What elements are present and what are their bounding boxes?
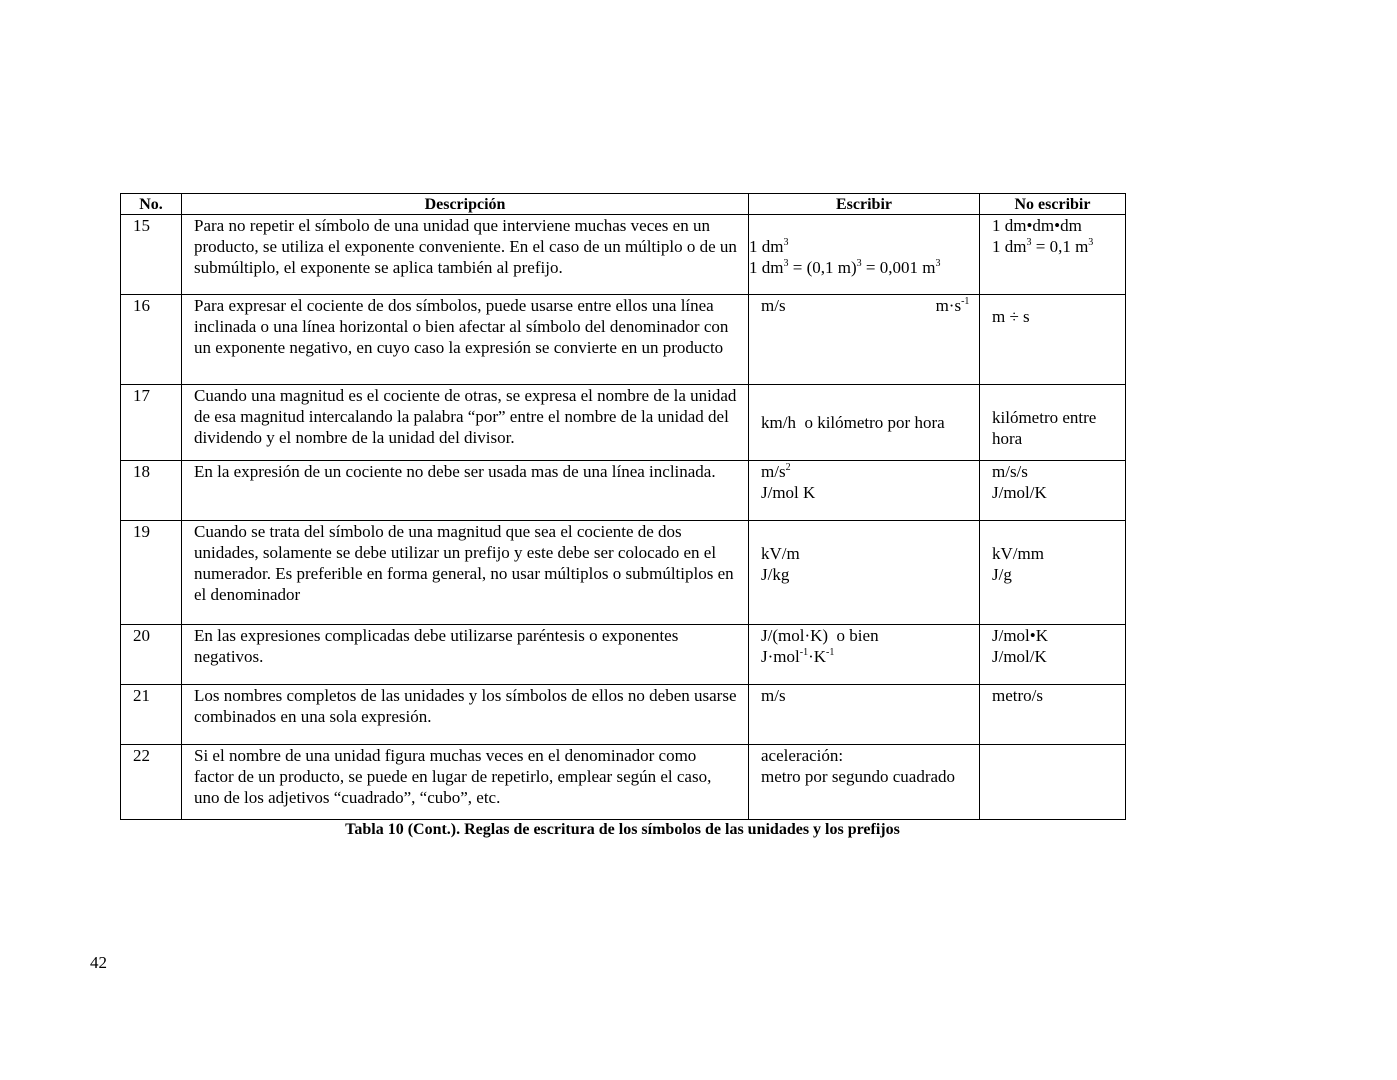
- dont-line: 1 dm•dm•dm: [992, 216, 1082, 235]
- row-write: [749, 625, 980, 685]
- table-row: [121, 461, 1126, 521]
- write-line: $J\cdot mol^{-1}\cdot K^{-1}$: [761, 647, 835, 666]
- row-description: Cuando se trata del símbolo de una magnitud que sea el cociente de dos unidades, solamente se debe utilizar un prefijo y este debe ser colocado en el numerador. Es preferible en forma general, no usar múltiplos o submúltiplos en el denominador: [182, 521, 749, 625]
- row-write: [749, 215, 980, 295]
- row-description: Si el nombre de una unidad figura muchas veces en el denominador como factor de un producto, se puede en lugar de repetirlo, emplear según el caso, uno de los adjetivos “cuadrado”, “cubo”, etc.: [182, 745, 749, 820]
- header-dont-write: No escribir: [980, 194, 1126, 215]
- table-row: [121, 385, 1126, 461]
- row-dont-write: metro/s: [980, 685, 1126, 745]
- row-dont-write: kilómetro entre hora: [980, 385, 1126, 461]
- write-line: $m/s^2$: [761, 462, 791, 481]
- write-line: aceleración:: [761, 746, 844, 765]
- dont-line: m ÷ s: [992, 307, 1030, 326]
- write-line: m/s $m\cdot s^{-1}$: [761, 296, 970, 315]
- dont-line: J/mol/K: [992, 647, 1047, 666]
- row-number: 21: [121, 685, 182, 745]
- table-row: [121, 215, 1126, 295]
- row-description: Cuando una magnitud es el cociente de otras, se expresa el nombre de la unidad de esa magnitud intercalando la palabra “por” entre el nombre de la unidad del dividendo y el nombre de la unidad del divisor.: [182, 385, 749, 461]
- row-write: [749, 745, 980, 820]
- row-number: 20: [121, 625, 182, 685]
- row-description: Para expresar el cociente de dos símbolos, puede usarse entre ellos una línea inclinada o una línea horizontal o bien afectar al símbolo del denominador con un exponente negativo, en cuyo caso la expresión se convierte en un producto: [182, 295, 749, 385]
- dont-line: J/mol•K: [992, 626, 1049, 645]
- rules-table: [120, 193, 1126, 820]
- row-dont-write: [980, 295, 1126, 385]
- header-description: Descripción: [182, 194, 749, 215]
- dont-line: J/mol/K: [992, 483, 1047, 502]
- dont-line: 1 $dm^3 = 0,1$ $m^3$: [992, 237, 1094, 256]
- write-line: 1 $dm^3 = (0,1$ m)$^3$ = 0,001 $m^3$: [749, 258, 941, 277]
- page-number: 42: [90, 953, 107, 972]
- row-description: En la expresión de un cociente no debe ser usada mas de una línea inclinada.: [182, 461, 749, 521]
- table-row: [121, 521, 1126, 625]
- header-write: Escribir: [749, 194, 980, 215]
- row-dont-write: [980, 521, 1126, 625]
- write-line: J/(mol·K) o bien: [761, 626, 879, 645]
- row-write: [749, 295, 980, 385]
- row-number: 22: [121, 745, 182, 820]
- row-number: 15: [121, 215, 182, 295]
- table-header-row: [121, 194, 1126, 215]
- write-line: kV/m: [761, 544, 800, 563]
- write-line: 1 $dm^3$: [749, 237, 789, 256]
- table-row: [121, 295, 1126, 385]
- row-number: 18: [121, 461, 182, 521]
- row-dont-write: [980, 745, 1126, 820]
- row-description: En las expresiones complicadas debe utilizarse paréntesis o exponentes negativos.: [182, 625, 749, 685]
- dont-line: J/g: [992, 565, 1012, 584]
- row-write: [749, 461, 980, 521]
- row-dont-write: [980, 461, 1126, 521]
- table-row: [121, 745, 1126, 820]
- row-description: Los nombres completos de las unidades y los símbolos de ellos no deben usarse combinados en una sola expresión.: [182, 685, 749, 745]
- header-no: No.: [121, 194, 182, 215]
- row-description: Para no repetir el símbolo de una unidad que interviene muchas veces en un producto, se utiliza el exponente conveniente. En el caso de un múltiplo o de un submúltiplo, el exponente se aplica también al prefijo.: [182, 215, 749, 295]
- row-write: m/s: [749, 685, 980, 745]
- dont-line: kV/mm: [992, 544, 1044, 563]
- table-row: [121, 625, 1126, 685]
- row-dont-write: [980, 625, 1126, 685]
- row-number: 16: [121, 295, 182, 385]
- row-write: km/h o kilómetro por hora: [749, 385, 980, 461]
- dont-line: m/s/s: [992, 462, 1028, 481]
- table-caption: Tabla 10 (Cont.). Reglas de escritura de los símbolos de las unidades y los prefijos: [345, 821, 900, 838]
- write-line: J/mol K: [761, 483, 816, 502]
- write-line: J/kg: [761, 565, 790, 584]
- row-number: 17: [121, 385, 182, 461]
- row-number: 19: [121, 521, 182, 625]
- row-write: [749, 521, 980, 625]
- write-line: metro por segundo cuadrado: [761, 767, 956, 786]
- row-dont-write: [980, 215, 1126, 295]
- table-row: [121, 685, 1126, 745]
